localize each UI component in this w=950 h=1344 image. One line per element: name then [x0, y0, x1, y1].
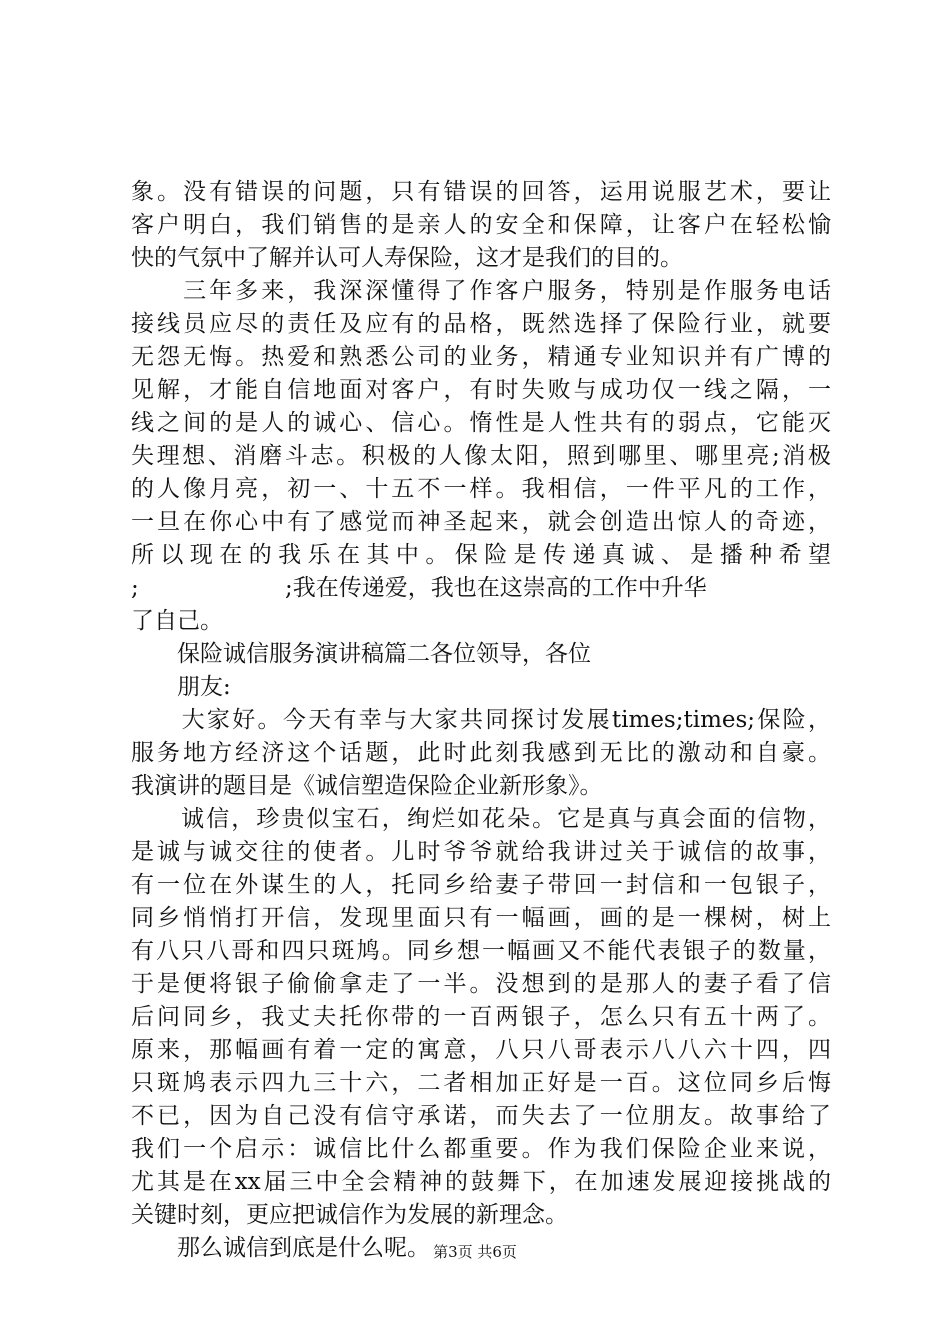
text-line: 不已，因为自己没有信守承诺，而失去了一位朋友。故事给了 — [131, 1103, 831, 1129]
text-line: 服务地方经济这个话题，此时此刻我感到无比的激动和自豪。 — [131, 740, 831, 766]
text-line: 同乡悄悄打开信，发现里面只有一幅画，画的是一棵树，树上 — [131, 905, 831, 931]
text-line: 了自己。 — [131, 608, 223, 634]
body-text — [131, 176, 831, 1265]
text-line: 那么诚信到底是什么呢。 — [131, 1235, 430, 1261]
text-line: 我演讲的题目是《诚信塑造保险企业新形象》。 — [131, 773, 603, 799]
text-line: 原来，那幅画有着一定的寓意，八只八哥表示八八六十四，四 — [131, 1037, 831, 1063]
text-line: 无怨无悔。热爱和熟悉公司的业务，精通专业知识并有广博的 — [131, 344, 831, 370]
text-line: 三年多来，我深深懂得了作客户服务，特别是作服务电话 — [131, 278, 831, 304]
text-line: 一旦在你心中有了感觉而神圣起来，就会创造出惊人的奇迹， — [131, 509, 831, 535]
text-line: 关键时刻，更应把诚信作为发展的新理念。 — [131, 1202, 568, 1228]
text-line: 只斑鸠表示四九三十六，二者相加正好是一百。这位同乡后悔 — [131, 1070, 831, 1096]
text-line: 客户明白，我们销售的是亲人的安全和保障，让客户在轻松愉 — [131, 212, 831, 238]
text-line: 有一位在外谋生的人，托同乡给妻子带回一封信和一包银子， — [131, 872, 831, 898]
text-line: 有八只八哥和四只斑鸠。同乡想一幅画又不能代表银子的数量， — [131, 938, 831, 964]
text-line: 诚信，珍贵似宝石，绚烂如花朵。它是真与真会面的信物， — [131, 806, 831, 832]
text-line: 线之间的是人的诚心、信心。惰性是人性共有的弱点，它能灭 — [131, 410, 831, 436]
text-line: ; ;我在传递爱，我也在这崇高的工作中升华 — [131, 575, 707, 601]
text-line: 快的气氛中了解并认可人寿保险，这才是我们的目的。 — [131, 245, 683, 271]
text-line: 大家好。今天有幸与大家共同探讨发展times;times;保险， — [131, 707, 831, 733]
text-line: 朋友: — [131, 674, 231, 700]
text-line: 我们一个启示：诚信比什么都重要。作为我们保险企业来说， — [131, 1136, 831, 1162]
text-line: 失理想、消磨斗志。积极的人像太阳，照到哪里、哪里亮;消极 — [131, 443, 831, 469]
text-line: 后问同乡，我丈夫托你带的一百两银子，怎么只有五十两了。 — [131, 1004, 831, 1030]
section-heading: 保险诚信服务演讲稿篇二各位领导，各位 — [131, 641, 591, 667]
text-line: 于是便将银子偷偷拿走了一半。没想到的是那人的妻子看了信 — [131, 971, 831, 997]
text-line: 是诚与诚交往的使者。儿时爷爷就给我讲过关于诚信的故事， — [131, 839, 831, 865]
text-line: 所以现在的我乐在其中。保险是传递真诚、是播种希望 — [131, 542, 831, 568]
text-line: 接线员应尽的责任及应有的品格，既然选择了保险行业，就要 — [131, 311, 831, 337]
page-number: 第3页 共6页 — [433, 1243, 517, 1261]
text-line: 的人像月亮，初一、十五不一样。我相信，一件平凡的工作， — [131, 476, 831, 502]
text-line: 见解，才能自信地面对客户，有时失败与成功仅一线之隔，一 — [131, 377, 831, 403]
text-line: 尤其是在xx届三中全会精神的鼓舞下，在加速发展迎接挑战的 — [131, 1169, 831, 1195]
text-line: 象。没有错误的问题，只有错误的回答，运用说服艺术，要让 — [131, 179, 831, 205]
